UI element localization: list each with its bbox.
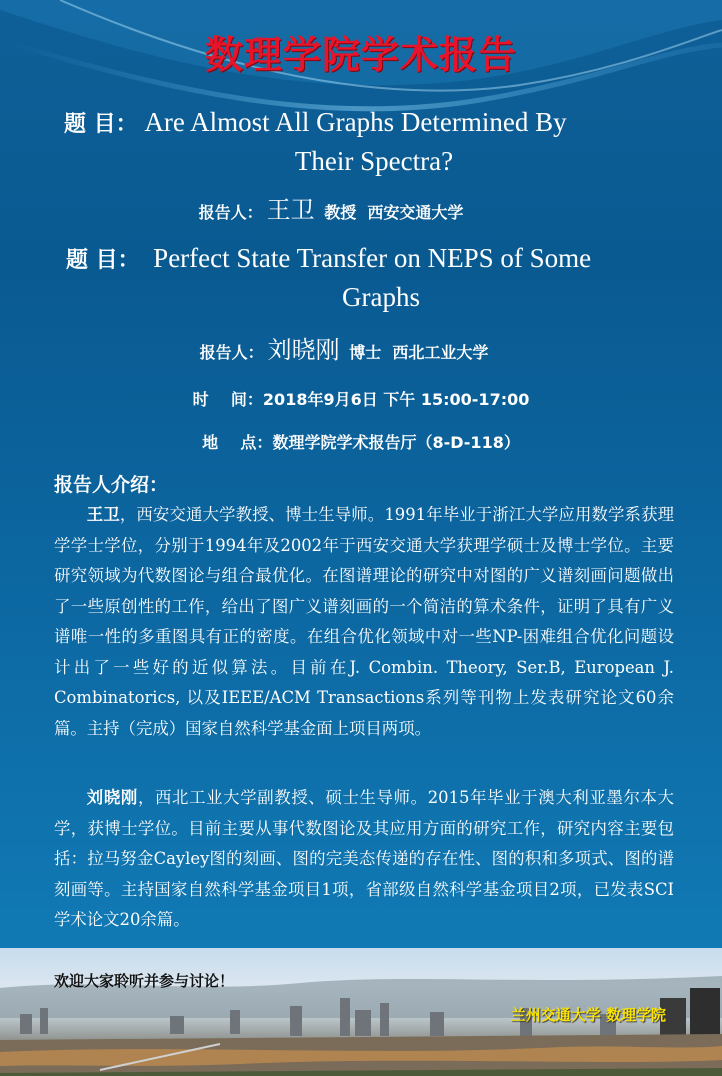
talk-2-speaker-affiliation: 西北工业大学 — [392, 343, 489, 362]
place-row — [0, 430, 722, 453]
time-value: 2018年9月6日 下午 15:00-17:00 — [262, 390, 530, 409]
talk-2-title-line1: Perfect State Transfer on NEPS of Some — [153, 243, 592, 273]
talk-1-speaker-affiliation: 西安交通大学 — [367, 203, 464, 222]
intro-1-text: ，西安交通大学教授、博士生导师。1991年毕业于浙江大学应用数学系获理学学士学位，分别于1994年及2002年于西安交通大学获理学硕士及博士学位。主要研究领域为代数图论与组合最优化。在图谱理论的研究中对图的广义谱刻画问题做出了一些原创性的工作，给出了图广义谱刻画的一个简洁的算术条件，证明了具有广义谱唯一性的多重图具有正的密度。在组合优化领域中对一些NP-困难组合优化问题设计出了一些好的近似算法。目前在J. Combin. Theory, Ser.B, European J. Combinatorics, 以及IEEE/ACM Transactions系列等刊物上发表研究论文60余篇。主持（完成）国家自然科学基金面上项目两项。 — [54, 505, 674, 738]
talk-2-speaker-rank: 博士 — [349, 343, 382, 362]
time-label: 时 间： — [192, 390, 263, 409]
place-label: 地 点： — [202, 433, 273, 452]
intro-paragraph-1 — [54, 500, 674, 744]
talk-1-speaker — [0, 190, 692, 225]
welcome-text: 欢迎大家聆听并参与讨论！ — [54, 972, 235, 990]
talk-2-label: 题 目： — [66, 248, 140, 273]
talk-1-speaker-label: 报告人： — [198, 203, 263, 222]
city-panorama — [0, 948, 722, 1076]
intro-paragraph-2 — [54, 783, 674, 936]
talk-1-speaker-rank: 教授 — [324, 203, 357, 222]
talk-2-speaker-label: 报告人： — [199, 343, 264, 362]
page-title: 数理学院学术报告 — [204, 32, 517, 77]
talk-2-speaker-name: 刘晓刚 — [267, 336, 340, 364]
talk-1-title — [64, 104, 684, 179]
intro-1-name: 王卫 — [86, 505, 120, 524]
intro-heading: 报告人介绍： — [54, 474, 169, 496]
time-row — [0, 387, 722, 410]
intro-2-text: ，西北工业大学副教授、硕士生导师。2015年毕业于澳大利亚墨尔本大学，获博士学位。目前主要从事代数图论及其应用方面的研究工作，研究内容主要包括：拉马努金Cayley图的刻画、图的完美态传递的存在性、图的积和多项式、图的谱刻画等。主持国家自然科学基金项目1项，省部级自然科学基金项目2项，已发表SCI学术论文20余篇。 — [54, 788, 674, 929]
talk-1-label: 题 目： — [64, 112, 138, 137]
intro-2-name: 刘晓刚 — [86, 788, 138, 807]
talk-2-speaker — [0, 330, 705, 365]
talk-1-title-line2: Their Spectra? — [294, 146, 454, 176]
talk-2-title-line2: Graphs — [342, 282, 420, 312]
talk-2-title — [66, 240, 696, 315]
place-value: 数理学院学术报告厅（8-D-118） — [272, 433, 520, 452]
talk-1-speaker-name: 王卫 — [266, 196, 315, 224]
talk-1-title-line1: Are Almost All Graphs Determined By — [144, 107, 567, 137]
institution-label: 兰州交通大学 数理学院 — [510, 1006, 666, 1024]
